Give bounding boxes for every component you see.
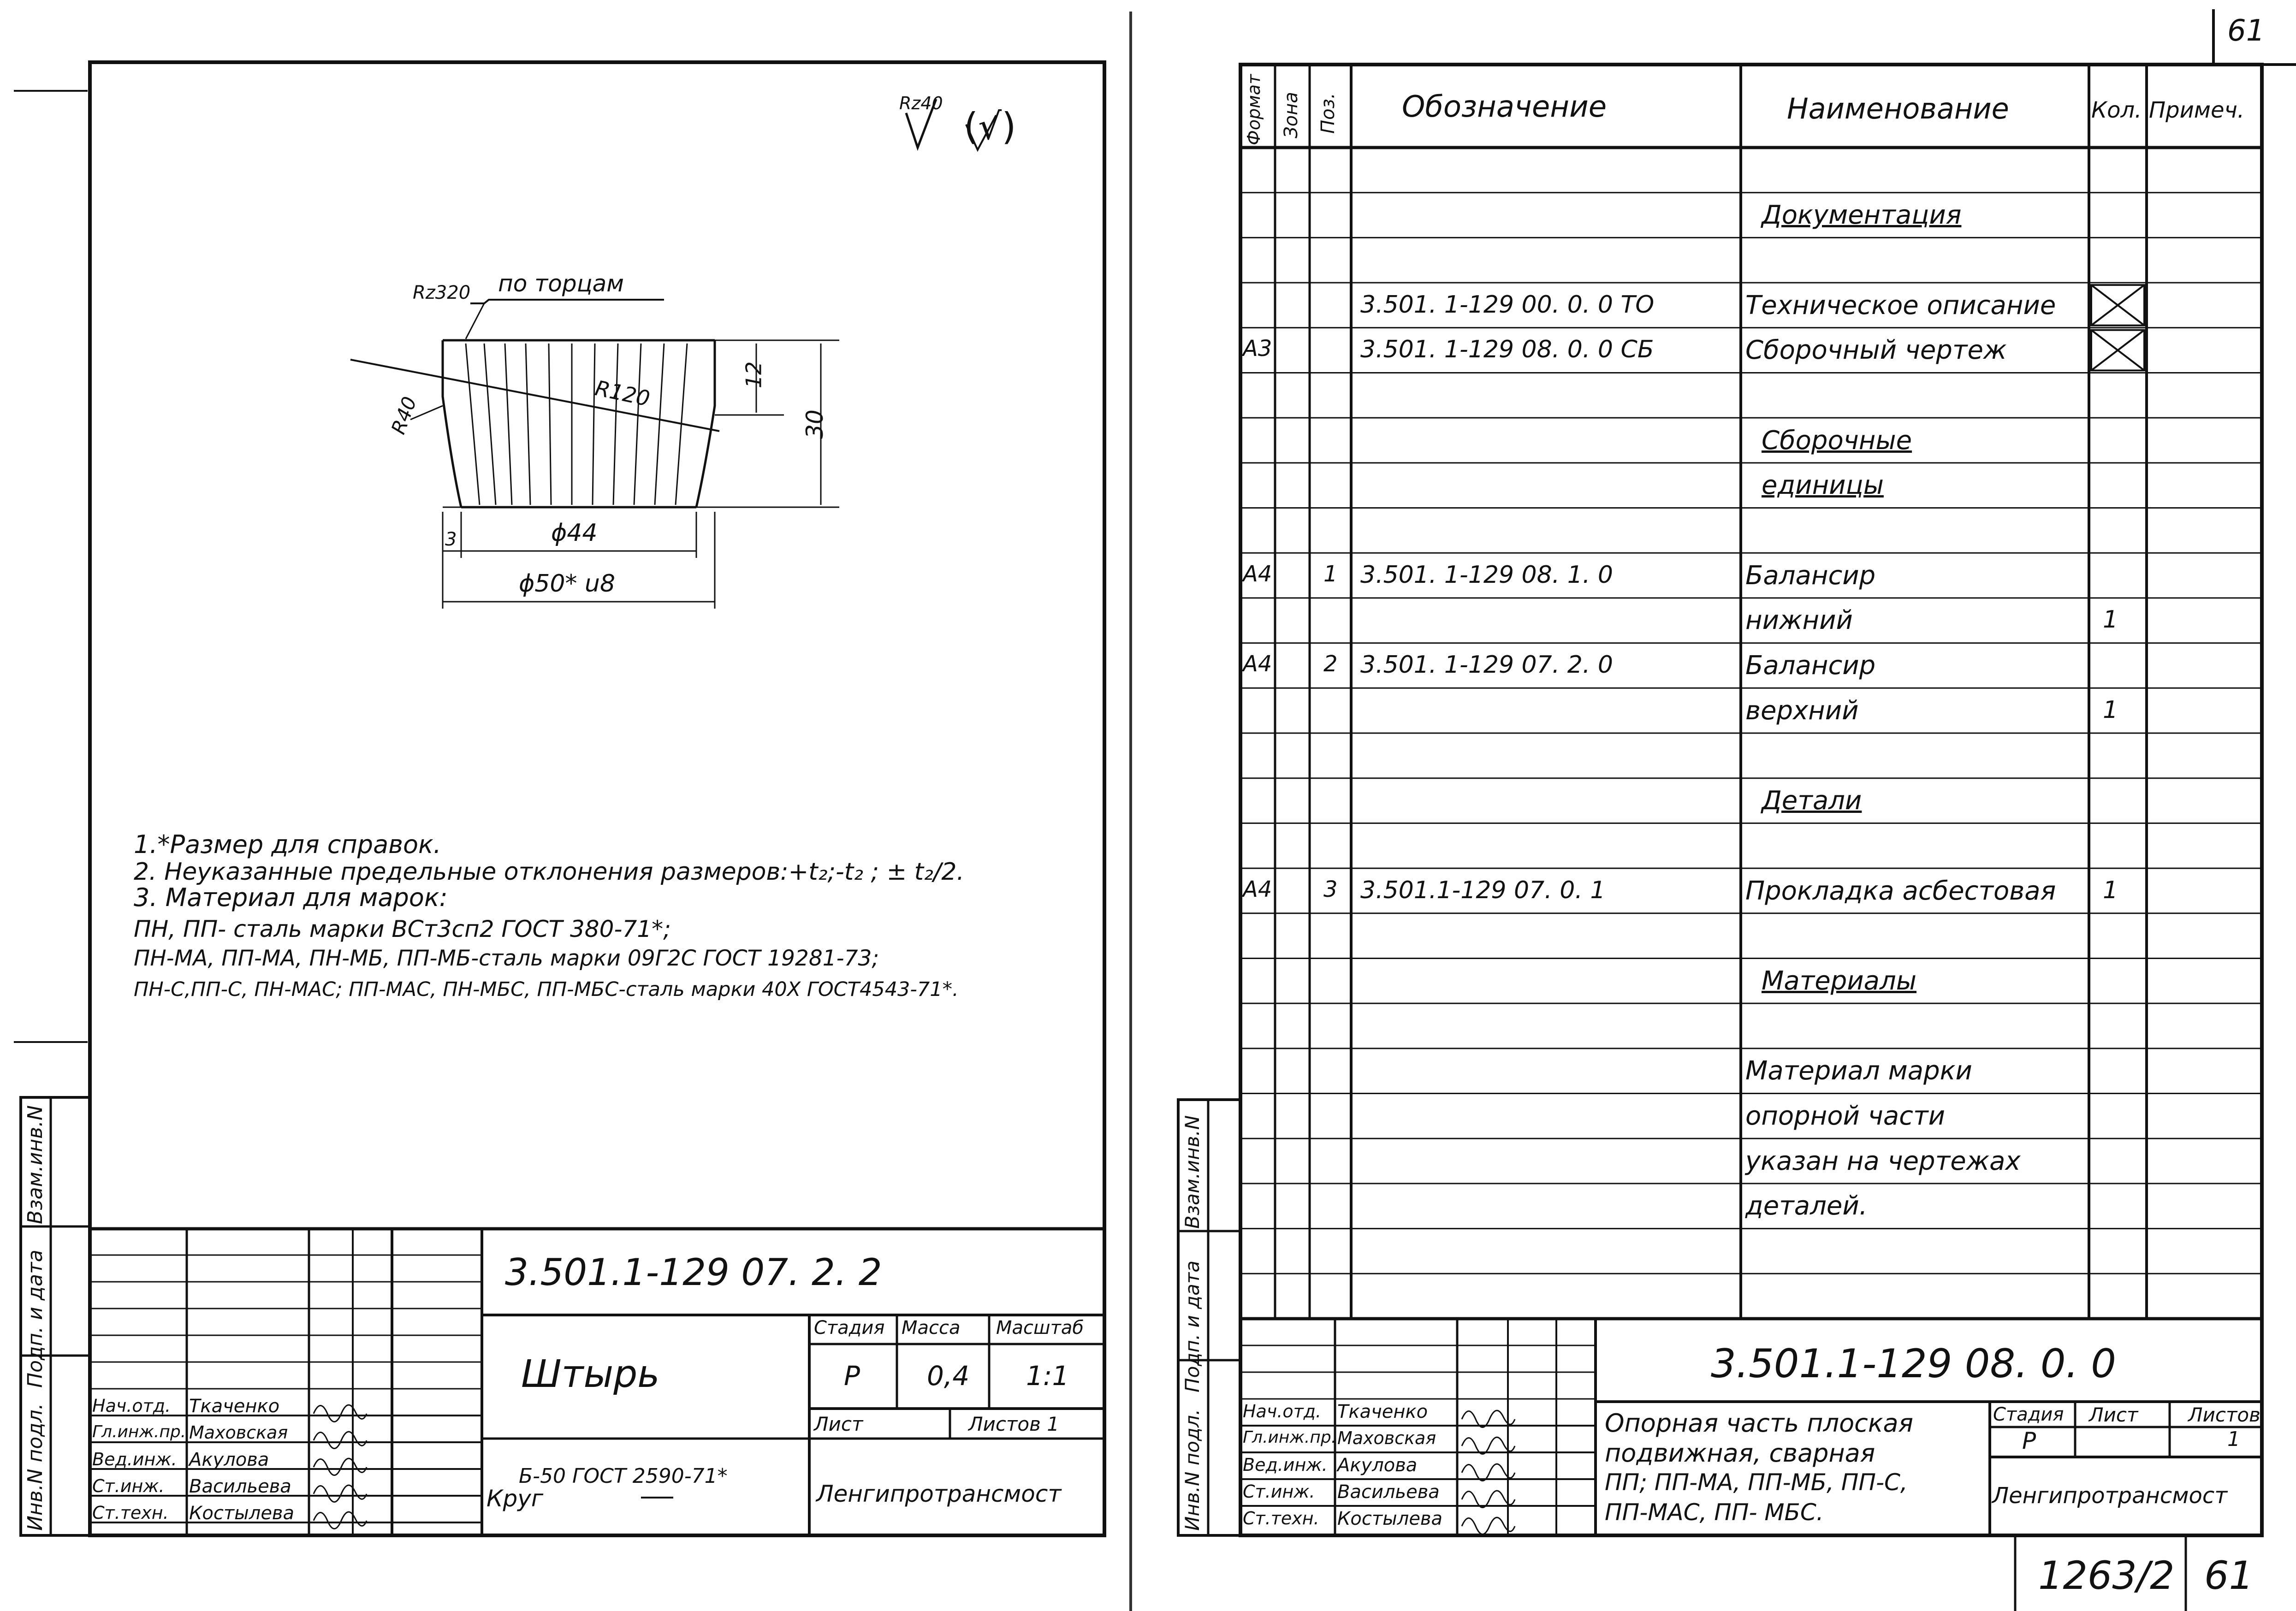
right-name-line-1: Опорная часть плоская xyxy=(1605,1409,1914,1438)
dim-12: 12 xyxy=(741,361,766,389)
spec-cell-name: единицы xyxy=(1762,470,1884,501)
right-org: Ленгипротрансмост xyxy=(1992,1483,2228,1509)
left-sheets-hdr: Листов 1 xyxy=(968,1413,1059,1435)
face-note: по торцам xyxy=(498,270,624,297)
right-sheets-hdr: Листов xyxy=(2188,1404,2260,1426)
left-scale-hdr: Масштаб xyxy=(996,1317,1084,1339)
spec-cell-name: Документация xyxy=(1762,200,1962,231)
page-number-bottom: 61 xyxy=(2204,1553,2254,1598)
hdr-qty: Кол. xyxy=(2091,97,2142,123)
right-name-line-3: ПП; ПП-МА, ПП-МБ, ПП-С, xyxy=(1605,1469,1908,1496)
staff-name: Маховская xyxy=(189,1422,288,1443)
spec-cell-pos: 1 xyxy=(1323,561,1338,587)
signature xyxy=(314,1485,367,1502)
hdr-name: Наименование xyxy=(1787,92,2009,125)
signature xyxy=(314,1512,367,1528)
left-material-prefix: Круг xyxy=(486,1485,544,1512)
dim-dia50: ϕ50* u8 xyxy=(519,570,616,598)
staff-name: Костылева xyxy=(189,1503,295,1524)
spec-cell-qty: 1 xyxy=(2103,606,2118,634)
staff-name: Ткаченко xyxy=(189,1396,280,1417)
right-sheets: 1 xyxy=(2227,1427,2240,1451)
staff-role: Вед.инж. xyxy=(1243,1455,1328,1475)
staff-role: Ст.инж. xyxy=(92,1476,165,1496)
staff-role: Ст.инж. xyxy=(1243,1481,1315,1502)
note-5: ПН-МА, ПП-МА, ПН-МБ, ПП-МБ-сталь марки 09Г2С ГОСТ 19281-73; xyxy=(134,946,879,971)
dim-30: 30 xyxy=(801,409,828,439)
left-part-name: Штырь xyxy=(521,1352,660,1396)
staff-role: Гл.инж.пр. xyxy=(92,1422,186,1441)
spec-cell-name: опорной части xyxy=(1745,1101,1945,1131)
staff-name: Костылева xyxy=(1337,1508,1443,1529)
left-side-label-1: Инв.N подл. xyxy=(24,1403,47,1531)
page-number-top: 61 xyxy=(2227,14,2265,48)
left-stage-hdr: Стадия xyxy=(814,1317,885,1339)
note-6: ПН-С,ПП-С, ПН-МАС; ПП-МАС, ПН-МБС, ПП-МБС-сталь марки 40Х ГОСТ4543-71*. xyxy=(134,978,959,1001)
spec-cell-name: Техническое описание xyxy=(1745,290,2056,320)
staff-name: Ткаченко xyxy=(1337,1401,1428,1422)
spec-cell-name: нижний xyxy=(1745,605,1853,636)
spec-cell-name: Материалы xyxy=(1762,965,1916,996)
staff-name: Маховская xyxy=(1337,1428,1436,1448)
right-stage: Р xyxy=(2022,1427,2036,1454)
left-side-label-3: Взам.инв.N xyxy=(24,1105,47,1224)
staff-role: Ст.техн. xyxy=(1243,1508,1319,1528)
staff-name: Акулова xyxy=(189,1449,269,1470)
spec-cell-name: указан на чертежах xyxy=(1745,1146,2021,1176)
right-sheet-hdr: Лист xyxy=(2089,1404,2138,1426)
spec-cell-fmt: А4 xyxy=(1243,651,1272,677)
hdr-designation: Обозначение xyxy=(1402,90,1607,124)
spec-cell-qty: 1 xyxy=(2103,876,2118,904)
right-stage-hdr: Стадия xyxy=(1993,1404,2064,1425)
spec-cell-qty: 1 xyxy=(2103,696,2118,724)
dim-r40: R40 xyxy=(386,393,421,438)
note-2: 2. Неуказанные предельные отклонения размеров:+t₂;-t₂ ; ± t₂/2. xyxy=(134,858,965,886)
staff-role: Нач.отд. xyxy=(92,1396,171,1416)
dim-dia44: ϕ44 xyxy=(551,519,598,547)
archive-number: 1263/2 xyxy=(2038,1553,2175,1598)
spec-cell-name: Балансир xyxy=(1745,651,1876,681)
left-mass: 0,4 xyxy=(927,1360,970,1392)
signature xyxy=(314,1405,367,1421)
staff-role: Гл.инж.пр. xyxy=(1243,1428,1337,1447)
staff-name: Васильева xyxy=(1337,1481,1440,1503)
left-sheet-hdr: Лист xyxy=(814,1413,863,1435)
spec-cell-fmt: А4 xyxy=(1243,876,1272,902)
hdr-note: Примеч. xyxy=(2149,97,2245,123)
spec-cell-des: 3.501. 1-129 07. 2. 0 xyxy=(1360,651,1614,679)
spec-cell-pos: 3 xyxy=(1323,876,1338,902)
dim-r120: R120 xyxy=(593,375,653,411)
spec-cell-des: 3.501. 1-129 00. 0. 0 ТО xyxy=(1360,290,1655,319)
cross-mark xyxy=(2091,330,2144,371)
roughness-paren: (√) xyxy=(964,105,1016,148)
spec-cell-fmt: А3 xyxy=(1243,336,1272,362)
hdr-format: Формат xyxy=(1244,74,1264,145)
right-side-label-3: Взам.инв.N xyxy=(1181,1115,1204,1229)
left-mass-hdr: Масса xyxy=(902,1317,961,1339)
face-roughness: Rz320 xyxy=(413,282,471,303)
note-3: 3. Материал для марок: xyxy=(134,883,448,912)
shaft-drawing xyxy=(350,300,839,609)
spec-cell-name: Детали xyxy=(1762,786,1862,816)
left-scale: 1:1 xyxy=(1026,1360,1069,1392)
spec-cell-name: Сборочный чертеж xyxy=(1745,335,2007,366)
hdr-pos: Поз. xyxy=(1317,93,1339,134)
left-stage: Р xyxy=(844,1360,860,1392)
right-name-line-4: ПП-МАС, ПП- МБС. xyxy=(1605,1499,1824,1526)
spec-cell-name: Прокладка асбестовая xyxy=(1745,876,2056,906)
right-doc-code: 3.501.1-129 08. 0. 0 xyxy=(1711,1341,2116,1387)
spec-cell-name: Балансир xyxy=(1745,560,1876,591)
left-material: Б-50 ГОСТ 2590-71* xyxy=(519,1464,728,1488)
right-side-label-1: Инв.N подл. xyxy=(1181,1409,1204,1531)
spec-cell-name: верхний xyxy=(1745,695,1859,726)
spec-cell-des: 3.501. 1-129 08. 0. 0 СБ xyxy=(1360,336,1654,364)
signature xyxy=(314,1432,367,1448)
staff-role: Ст.техн. xyxy=(92,1503,169,1523)
note-1: 1.*Размер для справок. xyxy=(134,830,441,859)
right-side-label-2: Подп. и дата xyxy=(1181,1260,1204,1392)
spec-cell-name: Сборочные xyxy=(1762,425,1912,456)
staff-role: Вед.инж. xyxy=(92,1449,177,1469)
spec-cell-name: Материал марки xyxy=(1745,1056,1972,1086)
left-org: Ленгипротрансмост xyxy=(816,1481,1062,1507)
staff-name: Акулова xyxy=(1337,1455,1418,1476)
staff-role: Нач.отд. xyxy=(1243,1401,1322,1421)
spec-cell-fmt: А4 xyxy=(1243,561,1272,587)
right-name-line-2: подвижная, сварная xyxy=(1605,1439,1875,1468)
signature xyxy=(1462,1517,1515,1534)
signature xyxy=(314,1458,367,1475)
spec-cell-name: деталей. xyxy=(1745,1191,1868,1221)
hdr-zone: Зона xyxy=(1281,92,1302,138)
spec-cell-pos: 2 xyxy=(1323,651,1338,677)
note-4: ПН, ПП- сталь марки ВСт3сп2 ГОСТ 380-71*; xyxy=(134,916,671,942)
staff-name: Васильева xyxy=(189,1476,291,1497)
cross-mark xyxy=(2091,285,2144,326)
spec-cell-des: 3.501.1-129 07. 0. 1 xyxy=(1360,876,1606,904)
left-doc-code: 3.501.1-129 07. 2. 2 xyxy=(505,1251,882,1294)
dim-3: 3 xyxy=(445,529,457,550)
spec-cell-des: 3.501. 1-129 08. 1. 0 xyxy=(1360,561,1614,589)
roughness-mark: Rz40 xyxy=(899,93,943,113)
left-side-label-2: Подп. и дата xyxy=(24,1250,47,1388)
